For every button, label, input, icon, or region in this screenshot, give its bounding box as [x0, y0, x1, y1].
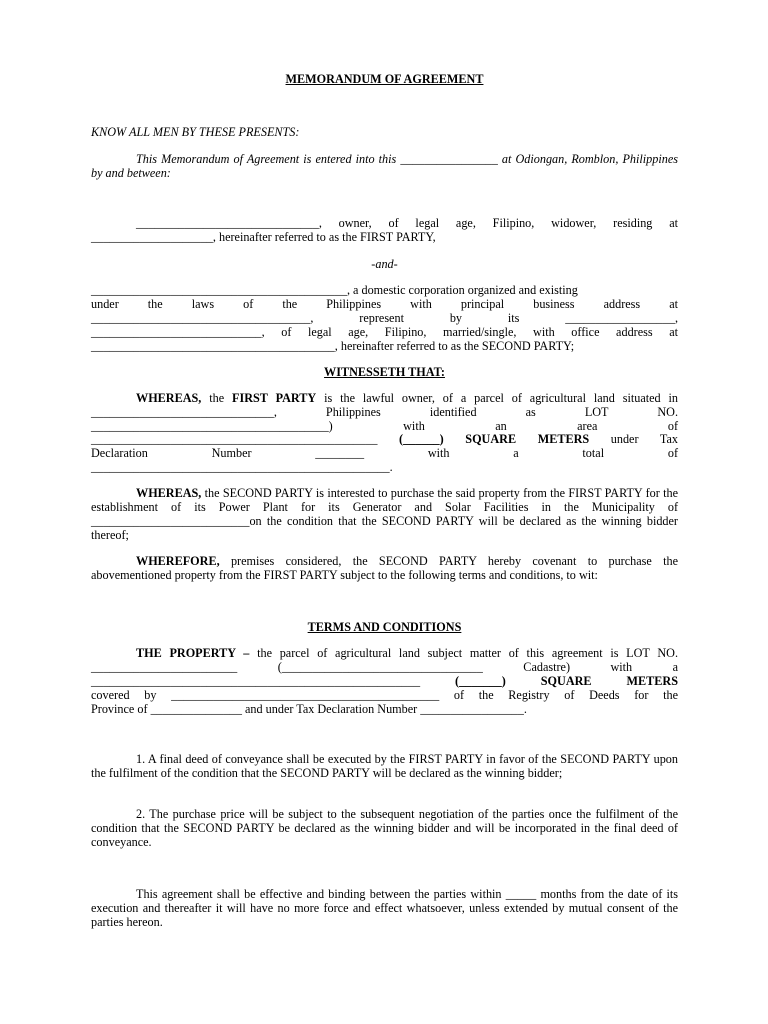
second-party-line-4: ____________________________, of legal age, Filipino, married/single, with office address at: [91, 325, 678, 339]
term-item-1: 1. A final deed of conveyance shall be executed by the FIRST PARTY in favor of the SECOND PARTY upon the fulfilment of the condition that the SECOND PARTY will be declared as the winning bidder;: [91, 752, 678, 780]
second-party-line-1: __________________________________________, a domestic corporation organized and existing: [91, 283, 578, 297]
first-party-line-2: ____________________, hereinafter referred to as the FIRST PARTY,: [91, 230, 436, 244]
whereas-1-line-6: _________________________________________________.: [91, 460, 393, 474]
first-party-line-1: ______________________________, owner, of legal age, Filipino, widower, residing at: [136, 216, 678, 230]
document-title: MEMORANDUM OF AGREEMENT: [285, 72, 484, 86]
witnesseth-heading: WITNESSETH THAT:: [324, 365, 445, 379]
whereas-1-line-5: Declaration Number ________ with a total of: [91, 446, 678, 460]
whereas-1-line-3: _______________________________________) with an area of: [91, 419, 678, 433]
second-party-line-5: ________________________________________, hereinafter referred to as the SECOND PARTY;: [91, 339, 575, 353]
square-meters-term: (______) SQUARE METERS: [399, 432, 590, 446]
whereas-1-line-4: _______________________________________________ (______) SQUARE METERS under Tax: [91, 432, 679, 446]
property-square-meters: (_______) SQUARE METERS: [455, 674, 678, 688]
property-line-1: THE PROPERTY – the parcel of agricultural land subject matter of this agreement is LOT NO.: [136, 646, 679, 660]
whereas-2-label: WHEREAS,: [136, 486, 202, 500]
wherefore-paragraph: WHEREFORE, premises considered, the SECOND PARTY hereby covenant to purchase the abovementioned property from the FIRST PARTY subject to the following terms and conditions, to wit:: [91, 554, 678, 582]
whereas-1-line-2: ______________________________, Philippines identified as LOT NO.: [91, 405, 678, 419]
property-line-5: Province of _______________ and under Tax Declaration Number _________________.: [91, 702, 527, 716]
property-label: THE PROPERTY –: [136, 646, 250, 660]
whereas-2-paragraph: WHEREAS, the SECOND PARTY is interested to purchase the said property from the FIRST PARTY for the establishment of its Power Plant for its Generator and Solar Facilities in the Municipality of __________________________on the condition that the SECOND PARTY will be declared as the winning bidder thereof;: [91, 486, 678, 542]
term-item-2: 2. The purchase price will be subject to the subsequent negotiation of the parties once the fulfilment of the condition that the SECOND PARTY be declared as the winning bidder and will be incorporated in the final deed of conveyance.: [91, 807, 678, 849]
whereas-1-label: WHEREAS,: [136, 391, 202, 405]
property-line-3: ______________________________________________________ (_______) SQUARE METERS: [91, 674, 678, 688]
second-party-line-2: under the laws of the Philippines with principal business address at: [91, 297, 678, 311]
effectivity-paragraph: This agreement shall be effective and binding between the parties within _____ months from the date of its execution and thereafter it will have no more force and effect whatsoever, unless extended by mutual consent of the parties hereon.: [91, 887, 678, 929]
first-party-term: FIRST PARTY: [232, 391, 317, 405]
and-separator: -and-: [371, 257, 398, 271]
intro-paragraph: This Memorandum of Agreement is entered into this ________________ at Odiongan, Romblon, Philippines by and between:: [91, 152, 678, 180]
terms-heading: TERMS AND CONDITIONS: [307, 620, 462, 634]
know-all-heading: KNOW ALL MEN BY THESE PRESENTS:: [91, 125, 300, 139]
property-line-2: ________________________ (_________________________________ Cadastre) with a: [91, 660, 678, 674]
wherefore-label: WHEREFORE,: [136, 554, 220, 568]
second-party-line-3: ____________________________________, represent by its __________________,: [91, 311, 678, 325]
whereas-1-line-1: WHEREAS, the FIRST PARTY is the lawful owner, of a parcel of agricultural land situated in: [136, 391, 678, 405]
property-line-4: covered by ____________________________________________ of the Registry of Deeds for the: [91, 688, 678, 702]
